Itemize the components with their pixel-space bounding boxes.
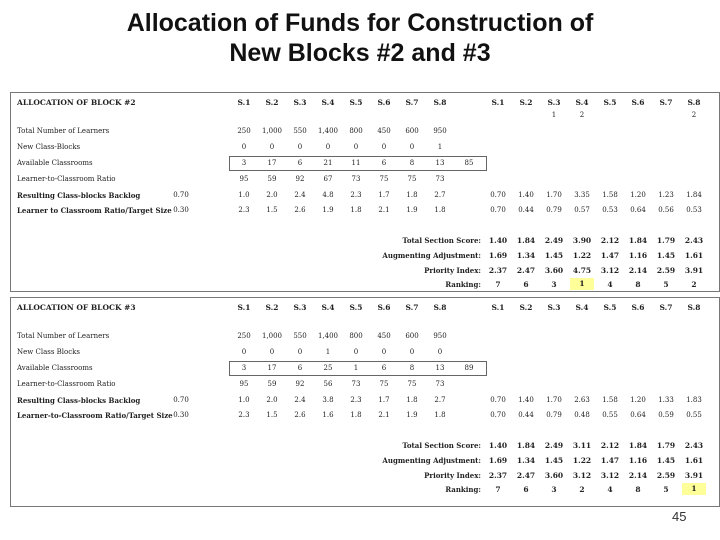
table-cell: 0 <box>437 348 443 356</box>
column-header-right: S.5 <box>603 98 617 107</box>
table-cell: 2.4 <box>294 396 306 404</box>
score-cell: 0.79 <box>546 206 562 214</box>
available-classrooms-box <box>229 156 487 171</box>
table-cell: 0 <box>381 348 387 356</box>
row-total: 89 <box>464 364 474 372</box>
score-cell: 1.40 <box>518 191 534 199</box>
table-cell: 11 <box>351 159 361 167</box>
table-cell: 8 <box>409 364 415 372</box>
slide-title-line-2: New Blocks #2 and #3 <box>229 39 491 67</box>
summary-cell: 1.79 <box>656 441 676 450</box>
row-label: Resulting Class-blocks Backlog <box>17 396 141 405</box>
table-cell: 250 <box>237 127 251 135</box>
summary-label: Total Section Score: <box>402 236 481 245</box>
table-cell: 1.6 <box>322 411 334 419</box>
table-cell: 75 <box>379 380 389 388</box>
summary-cell: 1.22 <box>572 251 592 260</box>
column-header-right: S.1 <box>491 303 505 312</box>
table-cell: 0 <box>353 348 359 356</box>
table-cell: 13 <box>435 159 445 167</box>
table-cell: 1,400 <box>317 127 339 135</box>
row-label: Learner-to-Classroom Ratio/Target Size <box>17 411 173 420</box>
new-block-mark: 1 <box>551 111 557 119</box>
score-cell: 1.70 <box>546 191 562 199</box>
score-cell: 1.20 <box>630 191 646 199</box>
table-cell: 1.7 <box>378 396 390 404</box>
score-cell: 0.55 <box>602 411 618 419</box>
score-cell: 0.56 <box>658 206 674 214</box>
column-header-left: S.4 <box>321 303 335 312</box>
table-cell: 1.8 <box>406 396 418 404</box>
slide-title <box>0 8 720 68</box>
row-weight: 0.30 <box>173 206 189 214</box>
summary-cell: 1.34 <box>516 456 536 465</box>
score-cell: 0.70 <box>490 411 506 419</box>
row-label: Available Classrooms <box>17 159 93 167</box>
table-cell: 67 <box>323 175 333 183</box>
column-header-left: S.8 <box>433 98 447 107</box>
score-cell: 0.44 <box>518 411 534 419</box>
summary-cell: 7 <box>495 485 501 494</box>
table-cell: 1.8 <box>434 411 446 419</box>
column-header-right: S.5 <box>603 303 617 312</box>
row-total: 85 <box>464 159 474 167</box>
column-header-left: S.5 <box>349 98 363 107</box>
column-header-left: S.5 <box>349 303 363 312</box>
block-3-allocation-table <box>10 297 720 507</box>
table-cell: 1 <box>353 364 359 372</box>
summary-cell: 6 <box>523 485 529 494</box>
table-cell: 2.3 <box>350 396 362 404</box>
summary-cell: 1.61 <box>684 251 704 260</box>
table-cell: 73 <box>435 175 445 183</box>
column-header-right: S.8 <box>687 303 701 312</box>
table-cell: 0 <box>325 143 331 151</box>
table-cell: 1.8 <box>434 206 446 214</box>
new-block-mark: 2 <box>579 111 585 119</box>
table-cell: 2.7 <box>434 396 446 404</box>
table-cell: 2.4 <box>294 191 306 199</box>
row-label: Resulting Class-blocks Backlog <box>17 191 141 200</box>
summary-cell: 5 <box>663 280 669 289</box>
table-cell: 75 <box>407 175 417 183</box>
table-cell: 600 <box>405 332 419 340</box>
summary-cell: 2.12 <box>600 441 620 450</box>
row-weight: 0.30 <box>173 411 189 419</box>
table-cell: 1.8 <box>350 411 362 419</box>
table-cell: 17 <box>267 364 277 372</box>
score-cell: 0.44 <box>518 206 534 214</box>
score-cell: 0.55 <box>686 411 702 419</box>
row-label: New Class-Blocks <box>17 143 81 151</box>
table-cell: 73 <box>435 380 445 388</box>
column-header-right: S.2 <box>519 303 533 312</box>
summary-cell: 3 <box>551 280 557 289</box>
table-cell: 17 <box>267 159 277 167</box>
column-header-right: S.6 <box>631 303 645 312</box>
table-cell: 0 <box>241 348 247 356</box>
score-cell: 0.53 <box>686 206 702 214</box>
summary-cell: 1.45 <box>544 251 564 260</box>
summary-cell: 1.45 <box>544 456 564 465</box>
summary-label: Total Section Score: <box>402 441 481 450</box>
summary-cell: 1.47 <box>600 456 620 465</box>
summary-cell: 1.61 <box>684 456 704 465</box>
table-cell: 73 <box>351 380 361 388</box>
column-header-left: S.3 <box>293 98 307 107</box>
table-cell: 1,000 <box>261 127 283 135</box>
summary-cell: 6 <box>523 280 529 289</box>
table-cell: 1.0 <box>238 191 250 199</box>
table-cell: 6 <box>297 364 303 372</box>
score-cell: 1.33 <box>658 396 674 404</box>
page-number: 45 <box>672 509 687 524</box>
summary-cell: 1.79 <box>656 236 676 245</box>
summary-cell: 1.34 <box>516 251 536 260</box>
column-header-right: S.8 <box>687 98 701 107</box>
column-header-right: S.4 <box>575 98 589 107</box>
table-cell: 250 <box>237 332 251 340</box>
table-cell: 3.8 <box>322 396 334 404</box>
row-label: Learner-to-Classroom Ratio <box>17 175 116 183</box>
summary-cell: 3.91 <box>684 266 704 275</box>
table-cell: 2.3 <box>350 191 362 199</box>
table-cell: 2.0 <box>266 191 278 199</box>
score-cell: 1.58 <box>602 191 618 199</box>
column-header-right: S.3 <box>547 98 561 107</box>
table-cell: 95 <box>239 380 249 388</box>
summary-cell: 2.12 <box>600 236 620 245</box>
summary-cell: 8 <box>635 485 641 494</box>
row-label: Available Classrooms <box>17 364 93 372</box>
column-header-right: S.7 <box>659 303 673 312</box>
available-classrooms-box <box>229 361 487 376</box>
column-header-left: S.8 <box>433 303 447 312</box>
score-cell: 1.70 <box>546 396 562 404</box>
table-cell: 1.8 <box>406 191 418 199</box>
summary-cell: 3.90 <box>572 236 592 245</box>
summary-cell: 2 <box>579 485 585 494</box>
table-cell: 1.0 <box>238 396 250 404</box>
summary-cell: 1.84 <box>628 236 648 245</box>
summary-cell: 5 <box>663 485 669 494</box>
row-label: New Class Blocks <box>17 348 81 356</box>
score-cell: 1.84 <box>686 191 702 199</box>
table-cell: 1.7 <box>378 191 390 199</box>
score-cell: 0.53 <box>602 206 618 214</box>
summary-cell: 2.14 <box>628 266 648 275</box>
summary-label: Augmenting Adjustment: <box>382 251 481 260</box>
summary-cell: 7 <box>495 280 501 289</box>
summary-cell: 3.12 <box>600 471 620 480</box>
block-2-allocation-table <box>10 92 720 292</box>
score-cell: 1.58 <box>602 396 618 404</box>
column-header-right: S.6 <box>631 98 645 107</box>
summary-cell: 1.40 <box>488 236 508 245</box>
summary-cell: 1.40 <box>488 441 508 450</box>
summary-cell: 2.43 <box>684 441 704 450</box>
column-header-right: S.1 <box>491 98 505 107</box>
summary-cell: 4 <box>607 485 613 494</box>
summary-cell: 3.60 <box>544 266 564 275</box>
column-header-left: S.2 <box>265 303 279 312</box>
summary-label: Ranking: <box>445 485 481 494</box>
score-cell: 0.70 <box>490 206 506 214</box>
score-cell: 0.70 <box>490 396 506 404</box>
score-cell: 2.63 <box>574 396 590 404</box>
summary-cell: 2.37 <box>488 471 508 480</box>
table-cell: 0 <box>241 143 247 151</box>
row-label: Learner to Classroom Ratio/Target Size <box>17 206 172 215</box>
column-header-left: S.6 <box>377 303 391 312</box>
summary-label: Ranking: <box>445 280 481 289</box>
table-cell: 950 <box>433 127 447 135</box>
table-cell: 1.5 <box>266 411 278 419</box>
column-header-right: S.2 <box>519 98 533 107</box>
table-cell: 450 <box>377 127 391 135</box>
score-cell: 0.59 <box>658 411 674 419</box>
table-cell: 800 <box>349 332 363 340</box>
summary-cell: 1.69 <box>488 251 508 260</box>
column-header-left: S.4 <box>321 98 335 107</box>
summary-label: Priority Index: <box>424 471 481 480</box>
table-cell: 2.1 <box>378 411 390 419</box>
summary-cell: 1.45 <box>656 456 676 465</box>
table-cell: 25 <box>323 364 333 372</box>
table-cell: 2.6 <box>294 411 306 419</box>
row-label: Learner-to-Classroom Ratio <box>17 380 116 388</box>
summary-cell: 1.16 <box>628 456 648 465</box>
summary-cell: 3.11 <box>572 441 592 450</box>
summary-cell: 3 <box>551 485 557 494</box>
table-cell: 950 <box>433 332 447 340</box>
table-cell: 56 <box>323 380 333 388</box>
row-weight: 0.70 <box>173 191 189 199</box>
summary-label: Priority Index: <box>424 266 481 275</box>
table-cell: 1 <box>325 348 331 356</box>
summary-cell: 2 <box>691 280 697 289</box>
summary-cell: 1.45 <box>656 251 676 260</box>
table-cell: 0 <box>409 143 415 151</box>
table-cell: 2.3 <box>238 411 250 419</box>
summary-cell: 1.84 <box>516 441 536 450</box>
summary-cell: 3.12 <box>600 266 620 275</box>
summary-cell: 8 <box>635 280 641 289</box>
table-cell: 1.9 <box>406 411 418 419</box>
table-cell: 2.7 <box>434 191 446 199</box>
table-cell: 800 <box>349 127 363 135</box>
summary-cell: 1.84 <box>628 441 648 450</box>
score-cell: 0.70 <box>490 191 506 199</box>
block-heading: ALLOCATION OF BLOCK #3 <box>17 303 136 312</box>
table-cell: 1.9 <box>322 206 334 214</box>
column-header-left: S.7 <box>405 98 419 107</box>
table-cell: 2.6 <box>294 206 306 214</box>
score-cell: 1.83 <box>686 396 702 404</box>
summary-cell: 2.59 <box>656 266 676 275</box>
table-cell: 92 <box>295 175 305 183</box>
row-label: Total Number of Learners <box>17 127 110 135</box>
score-cell: 0.57 <box>574 206 590 214</box>
table-cell: 2.0 <box>266 396 278 404</box>
score-cell: 0.64 <box>630 411 646 419</box>
table-cell: 1,400 <box>317 332 339 340</box>
table-cell: 59 <box>267 380 277 388</box>
summary-cell: 1.84 <box>516 236 536 245</box>
table-cell: 75 <box>407 380 417 388</box>
summary-cell: 1.22 <box>572 456 592 465</box>
column-header-left: S.1 <box>237 303 251 312</box>
summary-cell: 2.59 <box>656 471 676 480</box>
table-cell: 550 <box>293 127 307 135</box>
table-cell: 1,000 <box>261 332 283 340</box>
top-ranking-cell: 1 <box>682 483 706 495</box>
column-header-left: S.3 <box>293 303 307 312</box>
summary-cell: 4 <box>607 280 613 289</box>
table-cell: 6 <box>297 159 303 167</box>
summary-cell: 2.37 <box>488 266 508 275</box>
column-header-left: S.6 <box>377 98 391 107</box>
table-cell: 13 <box>435 364 445 372</box>
summary-cell: 2.49 <box>544 236 564 245</box>
column-header-left: S.1 <box>237 98 251 107</box>
table-cell: 450 <box>377 332 391 340</box>
score-cell: 0.48 <box>574 411 590 419</box>
column-header-right: S.3 <box>547 303 561 312</box>
score-cell: 1.23 <box>658 191 674 199</box>
score-cell: 0.64 <box>630 206 646 214</box>
summary-cell: 3.91 <box>684 471 704 480</box>
table-cell: 1.8 <box>350 206 362 214</box>
table-cell: 6 <box>381 159 387 167</box>
summary-cell: 2.43 <box>684 236 704 245</box>
score-cell: 1.40 <box>518 396 534 404</box>
summary-cell: 2.47 <box>516 266 536 275</box>
table-cell: 1.5 <box>266 206 278 214</box>
table-cell: 73 <box>351 175 361 183</box>
summary-cell: 1.69 <box>488 456 508 465</box>
table-cell: 8 <box>409 159 415 167</box>
table-cell: 600 <box>405 127 419 135</box>
table-cell: 0 <box>353 143 359 151</box>
summary-cell: 3.60 <box>544 471 564 480</box>
column-header-right: S.7 <box>659 98 673 107</box>
summary-cell: 3.12 <box>572 471 592 480</box>
summary-cell: 2.49 <box>544 441 564 450</box>
summary-cell: 2.14 <box>628 471 648 480</box>
summary-cell: 4.75 <box>572 266 592 275</box>
slide-title-line-1: Allocation of Funds for Construction of <box>126 9 594 37</box>
table-cell: 2.1 <box>378 206 390 214</box>
new-block-mark: 2 <box>691 111 697 119</box>
table-cell: 4.8 <box>322 191 334 199</box>
table-cell: 0 <box>409 348 415 356</box>
column-header-left: S.2 <box>265 98 279 107</box>
table-cell: 0 <box>381 143 387 151</box>
table-cell: 6 <box>381 364 387 372</box>
block-heading: ALLOCATION OF BLOCK #2 <box>17 98 136 107</box>
score-cell: 0.79 <box>546 411 562 419</box>
summary-label: Augmenting Adjustment: <box>382 456 481 465</box>
table-cell: 1 <box>437 143 443 151</box>
score-cell: 3.35 <box>574 191 590 199</box>
column-header-left: S.7 <box>405 303 419 312</box>
summary-cell: 1.16 <box>628 251 648 260</box>
table-cell: 0 <box>297 143 303 151</box>
row-label: Total Number of Learners <box>17 332 110 340</box>
row-weight: 0.70 <box>173 396 189 404</box>
table-cell: 2.3 <box>238 206 250 214</box>
table-cell: 95 <box>239 175 249 183</box>
column-header-right: S.4 <box>575 303 589 312</box>
table-cell: 1.9 <box>406 206 418 214</box>
table-cell: 3 <box>241 364 247 372</box>
table-cell: 59 <box>267 175 277 183</box>
score-cell: 1.20 <box>630 396 646 404</box>
table-cell: 92 <box>295 380 305 388</box>
table-cell: 0 <box>269 143 275 151</box>
top-ranking-cell: 1 <box>570 278 594 290</box>
summary-cell: 1.47 <box>600 251 620 260</box>
table-cell: 75 <box>379 175 389 183</box>
table-cell: 0 <box>269 348 275 356</box>
table-cell: 0 <box>297 348 303 356</box>
summary-cell: 2.47 <box>516 471 536 480</box>
table-cell: 21 <box>323 159 333 167</box>
table-cell: 3 <box>241 159 247 167</box>
table-cell: 550 <box>293 332 307 340</box>
